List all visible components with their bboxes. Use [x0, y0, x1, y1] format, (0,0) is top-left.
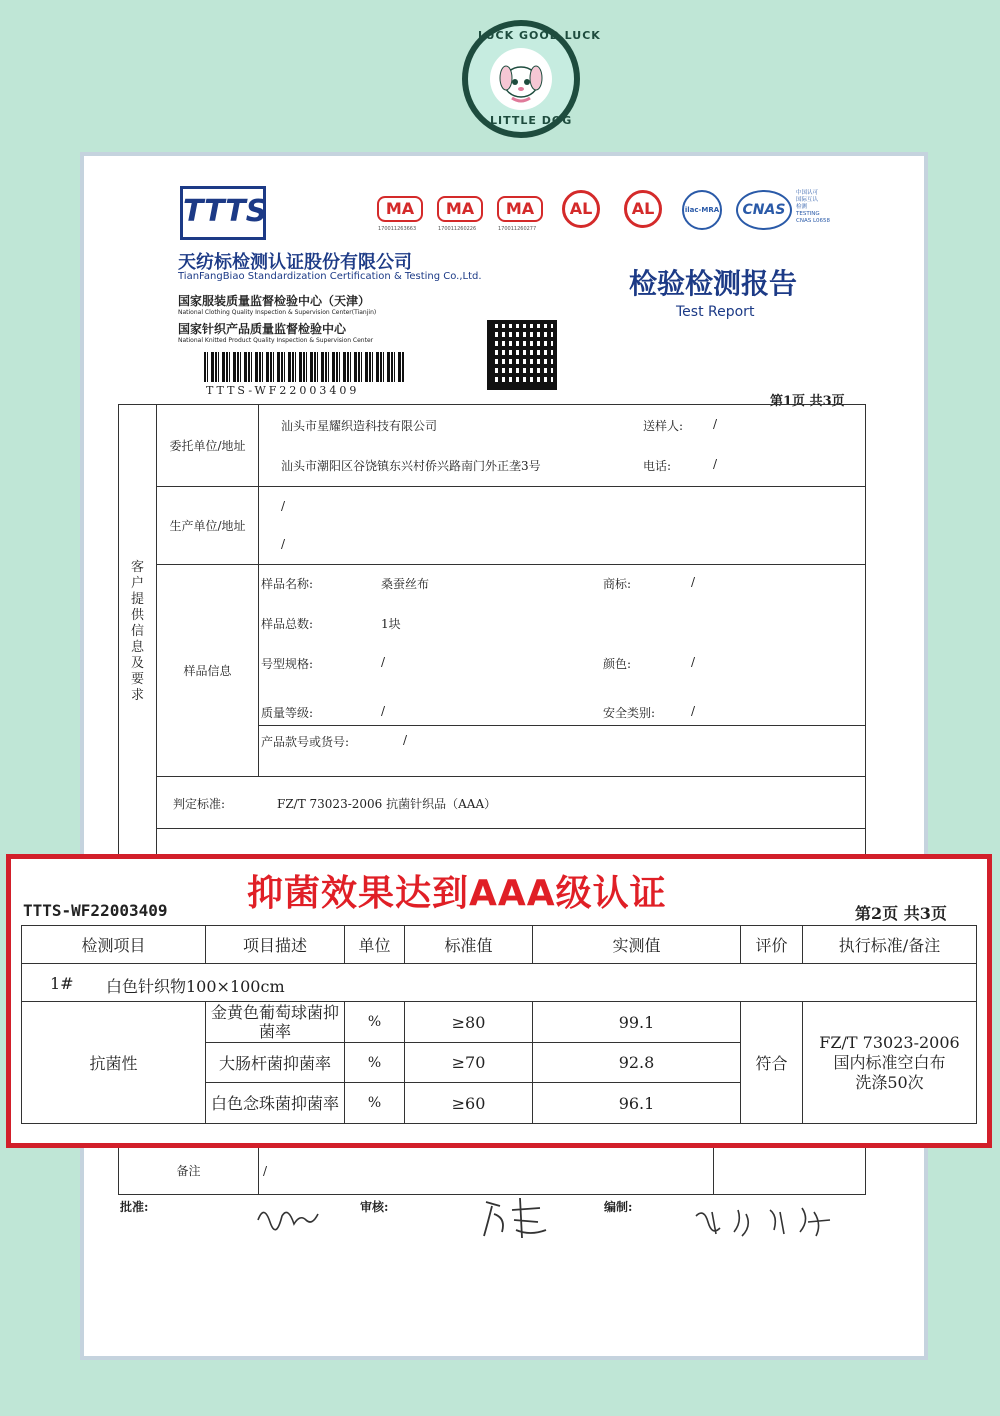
cal-mark-icon: AL — [624, 190, 662, 228]
barcode-number: TTTS-WF22003409 — [206, 384, 360, 397]
center2-cn: 国家针织产品质量监督检验中心 — [178, 322, 347, 336]
sender-label: 送样人: — [643, 419, 684, 433]
sender-value: / — [713, 417, 718, 431]
sample-name-label: 样品名称: — [261, 577, 314, 591]
cal-mark-icon: AL — [562, 190, 600, 228]
client-name: 汕头市星耀织造科技有限公司 — [281, 419, 438, 433]
ttts-logo: TTTS — [180, 186, 266, 240]
remark-table — [118, 1146, 866, 1195]
headline: 抑菌效果达到AAA级认证 — [247, 873, 667, 914]
approve-label: 批准: — [120, 1200, 149, 1214]
report-title-cn: 检验检测报告 — [629, 267, 798, 300]
dog-mascot-icon — [490, 48, 552, 110]
brand-logo — [462, 20, 601, 138]
article-label: 产品款号或货号: — [261, 735, 350, 749]
evaluation: 符合 — [741, 1002, 803, 1124]
cnas-logo-icon: CNAS — [736, 190, 792, 230]
model-value: / — [381, 655, 386, 669]
cma-number-2: 170011260226 — [438, 226, 477, 232]
color-value: / — [691, 655, 696, 669]
test-group: 抗菌性 — [22, 1002, 206, 1124]
col-header: 检测项目 — [22, 926, 206, 964]
remark-value: / — [259, 1147, 714, 1195]
cnas-desc: CNAS L0658 — [796, 218, 831, 224]
grade-value: / — [381, 704, 386, 718]
sample-label: 样品信息 — [157, 565, 259, 777]
safety-label: 安全类别: — [603, 706, 656, 720]
phone-value: / — [713, 457, 718, 471]
center1-cn: 国家服装质量监督检验中心（天津） — [178, 294, 371, 308]
remark-label: 备注 — [119, 1147, 259, 1195]
compiler-signature — [690, 1202, 840, 1242]
item-measured: 99.1 — [533, 1002, 741, 1043]
center2-en: National Knitted Product Quality Inspection & Supervision Center — [178, 337, 374, 344]
cma-number-3: 170011260277 — [498, 226, 537, 232]
item-desc: 白色念珠菌抑菌率 — [206, 1083, 345, 1124]
item-standard: ≥70 — [405, 1043, 533, 1083]
company-name-en: TianFangBiao Standardization Certification & Testing Co.,Ltd. — [178, 271, 482, 282]
item-standard: ≥60 — [405, 1083, 533, 1124]
trademark-value: / — [691, 575, 696, 589]
sample-count: 1块 — [381, 617, 401, 631]
report-title-en: Test Report — [676, 304, 755, 320]
grade-label: 质量等级: — [261, 706, 314, 720]
item-desc: 金黄色葡萄球菌抑菌率 — [206, 1002, 345, 1043]
col-header: 项目描述 — [206, 926, 345, 964]
client-address: 汕头市潮阳区谷饶镇东兴村侨兴路南门外正垄3号 — [281, 459, 541, 473]
qr-code-icon — [487, 320, 557, 390]
producer-value: / — [281, 537, 286, 551]
sample-row — [22, 964, 977, 1002]
client-label: 委托单位/地址 — [157, 405, 259, 487]
report-number: TTTS-WF22003409 — [23, 901, 168, 920]
table-row — [22, 1002, 977, 1043]
results-table — [21, 925, 977, 1124]
item-desc: 大肠杆菌抑菌率 — [206, 1043, 345, 1083]
col-header: 执行标准/备注 — [803, 926, 977, 964]
cma-mark-icon: MA — [377, 196, 423, 222]
ilac-mra-icon: ilac-MRA — [682, 190, 722, 230]
model-label: 号型规格: — [261, 657, 314, 671]
phone-label: 电话: — [643, 459, 672, 473]
item-standard: ≥80 — [405, 1002, 533, 1043]
cnas-desc: 中国认可 — [796, 190, 819, 196]
producer-label: 生产单位/地址 — [157, 487, 259, 565]
item-unit: % — [345, 1083, 405, 1124]
trademark-label: 商标: — [603, 577, 632, 591]
producer-value: / — [281, 499, 286, 513]
review-label: 审核: — [360, 1200, 389, 1214]
sample-desc: 白色针织物100×100cm — [106, 977, 285, 996]
logo-text-bottom: LITTLE DOG — [490, 114, 573, 127]
sample-name: 桑蚕丝布 — [381, 577, 430, 591]
reviewer-signature — [480, 1192, 560, 1242]
cnas-desc: 检测 — [796, 204, 808, 210]
results-highlight-box — [6, 854, 992, 1148]
company-name-cn: 天纺标检测认证股份有限公司 — [178, 252, 412, 273]
approver-signature — [254, 1196, 324, 1236]
item-unit: % — [345, 1043, 405, 1083]
report-page — [80, 152, 928, 1360]
compile-label: 编制: — [604, 1200, 633, 1214]
client-info-table — [118, 404, 866, 859]
item-measured: 92.8 — [533, 1043, 741, 1083]
safety-value: / — [691, 704, 696, 718]
article-value: / — [403, 733, 408, 747]
item-measured: 96.1 — [533, 1083, 741, 1124]
standard-label: 判定标准: — [173, 797, 226, 811]
cma-mark-icon: MA — [497, 196, 543, 222]
cma-mark-icon: MA — [437, 196, 483, 222]
item-unit: % — [345, 1002, 405, 1043]
page-info-2: 第2页 共3页 — [855, 904, 947, 923]
center1-en: National Clothing Quality Inspection & Supervision Center(Tianjin) — [178, 309, 377, 316]
standard-value: FZ/T 73023-2006 抗菌针织品（AAA） — [277, 797, 497, 811]
col-header: 实测值 — [533, 926, 741, 964]
page-info: 第1页 共3页 — [770, 394, 845, 409]
cnas-desc: 国际互认 — [796, 197, 819, 203]
sample-count-label: 样品总数: — [261, 617, 314, 631]
col-header: 标准值 — [405, 926, 533, 964]
sample-id: 1# — [50, 974, 74, 993]
side-label: 客 户 提 供 信 息 及 要 求 — [119, 405, 157, 859]
col-header: 评价 — [741, 926, 803, 964]
color-label: 颜色: — [603, 657, 632, 671]
logo-text-top: LUCK GOOD LUCK — [478, 29, 601, 42]
cma-number-1: 170011263663 — [378, 226, 417, 232]
col-header: 单位 — [345, 926, 405, 964]
barcode-icon — [204, 352, 404, 382]
remark: FZ/T 73023-2006 国内标准空白布 洗涤50次 — [803, 1002, 977, 1124]
cnas-desc: TESTING — [796, 211, 820, 217]
